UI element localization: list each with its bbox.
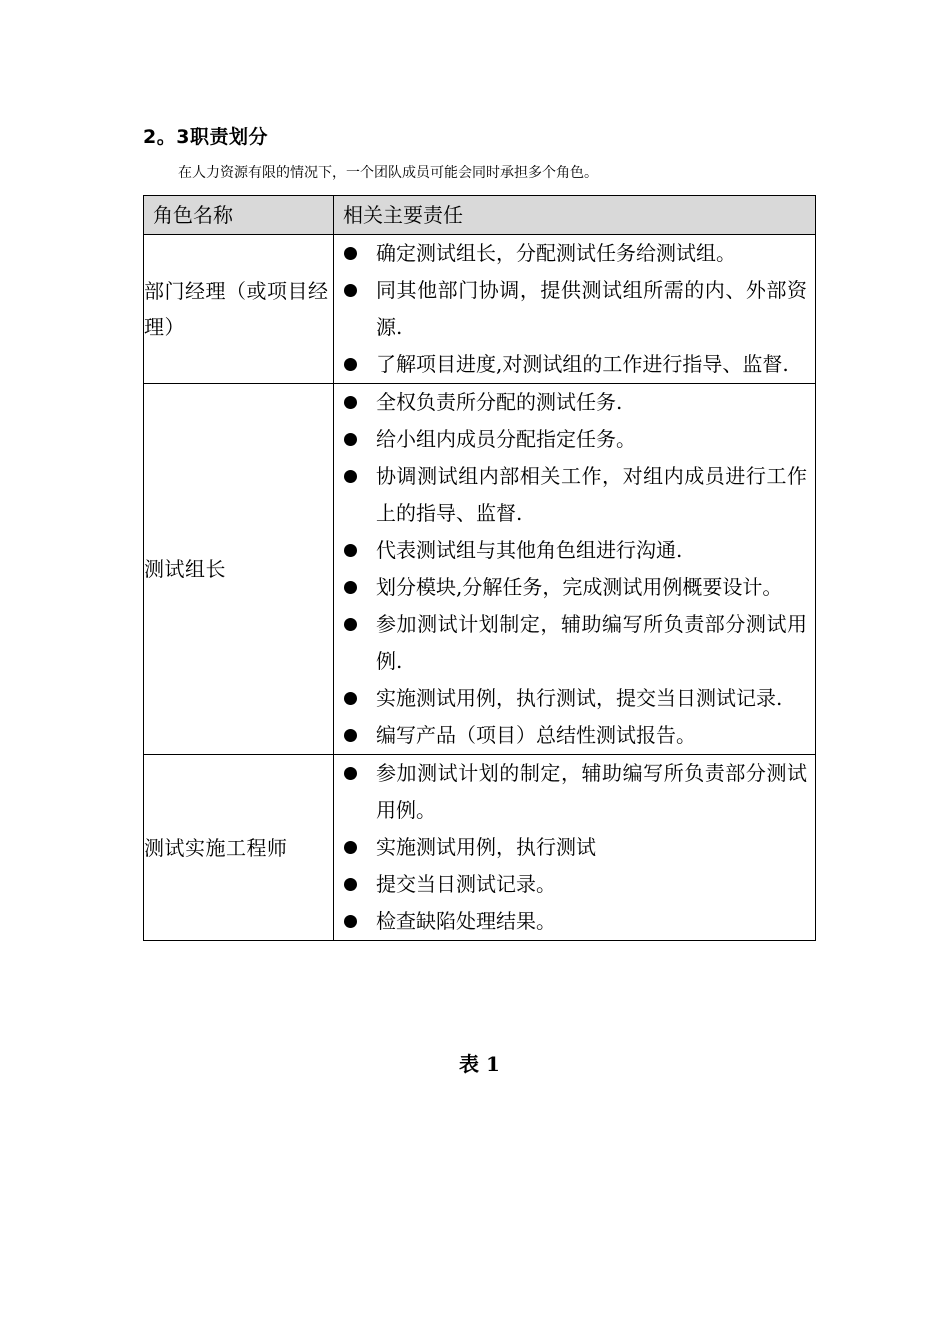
responsibility-item: 提交当日测试记录。 bbox=[334, 866, 815, 903]
table-caption: 表 1 bbox=[459, 1052, 500, 1076]
responsibility-list bbox=[334, 755, 815, 940]
header-responsibilities: 相关主要责任 bbox=[334, 196, 816, 235]
responsibility-cell bbox=[334, 235, 816, 384]
roles-table bbox=[143, 195, 816, 941]
table-header-row bbox=[144, 196, 816, 235]
responsibility-item: 编写产品（项目）总结性测试报告。 bbox=[334, 717, 815, 754]
intro-paragraph: 在人力资源有限的情况下，一个团队成员可能会同时承担多个角色。 bbox=[178, 165, 598, 181]
responsibility-item: 确定测试组长，分配测试任务给测试组。 bbox=[334, 235, 815, 272]
responsibility-item: 给小组内成员分配指定任务。 bbox=[334, 421, 815, 458]
table-row bbox=[144, 755, 816, 941]
responsibility-item: 了解项目进度,对测试组的工作进行指导、监督. bbox=[334, 346, 815, 383]
responsibility-cell bbox=[334, 755, 816, 941]
responsibility-item: 实施测试用例，执行测试 bbox=[334, 829, 815, 866]
responsibility-item: 划分模块,分解任务，完成测试用例概要设计。 bbox=[334, 569, 815, 606]
responsibility-item: 参加测试计划制定，辅助编写所负责部分测试用例. bbox=[334, 606, 815, 680]
responsibility-item: 同其他部门协调，提供测试组所需的内、外部资源. bbox=[334, 272, 815, 346]
role-cell: 部门经理（或项目经理） bbox=[144, 235, 334, 384]
responsibility-cell bbox=[334, 384, 816, 755]
role-cell: 测试实施工程师 bbox=[144, 755, 334, 941]
responsibility-item: 实施测试用例，执行测试，提交当日测试记录. bbox=[334, 680, 815, 717]
table-row bbox=[144, 235, 816, 384]
responsibility-item: 全权负责所分配的测试任务. bbox=[334, 384, 815, 421]
responsibility-list bbox=[334, 235, 815, 383]
responsibility-item: 检查缺陷处理结果。 bbox=[334, 903, 815, 940]
role-cell: 测试组长 bbox=[144, 384, 334, 755]
header-role-name: 角色名称 bbox=[144, 196, 334, 235]
responsibility-item: 协调测试组内部相关工作，对组内成员进行工作上的指导、监督. bbox=[334, 458, 815, 532]
section-title: 2。3职责划分 bbox=[143, 126, 268, 148]
responsibility-item: 代表测试组与其他角色组进行沟通. bbox=[334, 532, 815, 569]
responsibility-list bbox=[334, 384, 815, 754]
table-row bbox=[144, 384, 816, 755]
responsibility-item: 参加测试计划的制定，辅助编写所负责部分测试用例。 bbox=[334, 755, 815, 829]
